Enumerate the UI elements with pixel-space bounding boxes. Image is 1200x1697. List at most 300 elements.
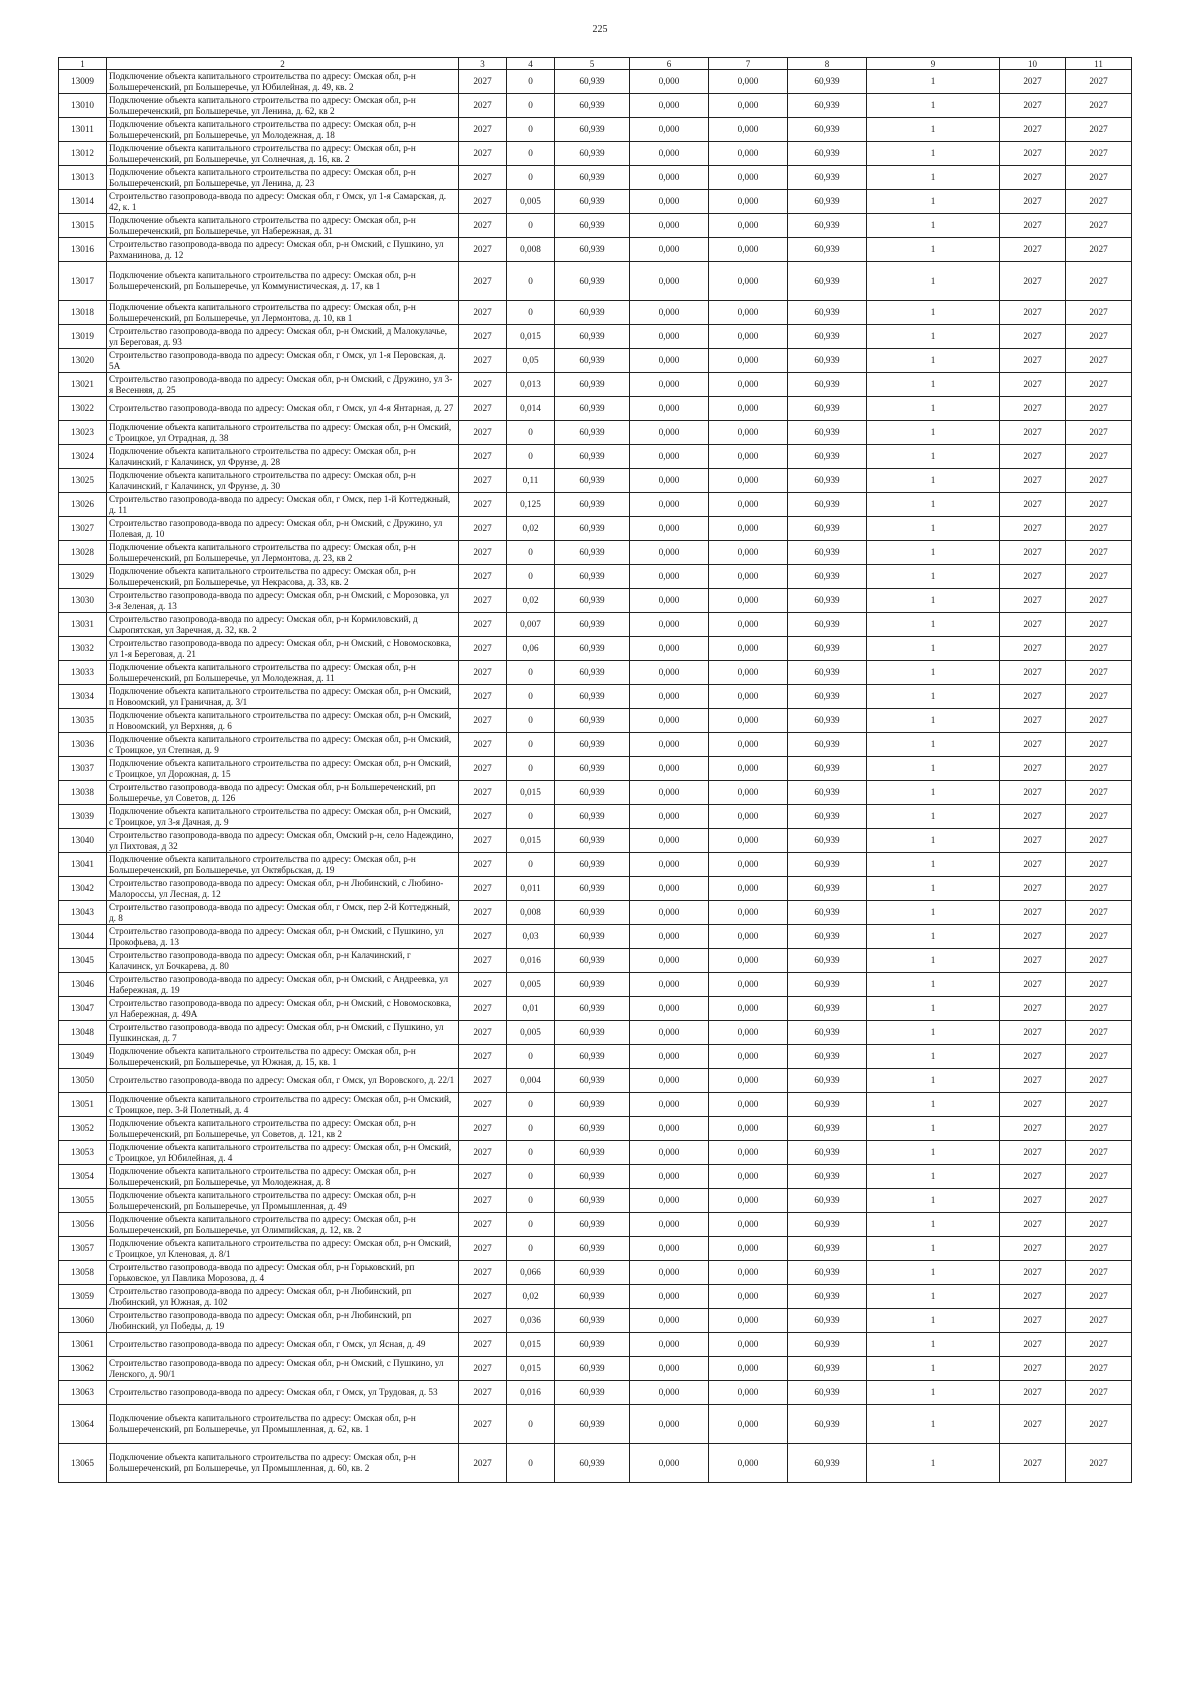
cell-col-11: 2027 [1066,1189,1132,1213]
row-number: 13017 [59,262,107,301]
cell-col-10: 2027 [1000,1261,1066,1285]
cell-col-10: 2027 [1000,94,1066,118]
row-number: 13040 [59,829,107,853]
object-description: Строительство газопровода-ввода по адресу: Омская обл, р-н Любинский, с Любино-Малороссы, ул Лесная, д. 12 [107,877,459,901]
cell-col-10: 2027 [1000,901,1066,925]
cell-col-6: 0,000 [630,349,709,373]
cell-col-9: 1 [867,805,1000,829]
row-number: 13028 [59,541,107,565]
object-description: Подключение объекта капитального строительства по адресу: Омская обл, р-н Омский, п Новоомский, ул Верхняя, д. 6 [107,709,459,733]
cell-col-8: 60,939 [788,469,867,493]
row-number: 13029 [59,565,107,589]
cell-col-8: 60,939 [788,445,867,469]
row-number: 13010 [59,94,107,118]
row-number: 13025 [59,469,107,493]
table-row [59,637,1132,661]
cell-col-9: 1 [867,1117,1000,1141]
cell-col-6: 0,000 [630,445,709,469]
column-header: 3 [459,58,507,70]
cell-col-11: 2027 [1066,493,1132,517]
cell-col-5: 60,939 [555,949,630,973]
object-description: Подключение объекта капитального строительства по адресу: Омская обл, р-н Большереченский, рп Большеречье, ул Коммунистическая, д. 17, кв 1 [107,262,459,301]
cell-col-8: 60,939 [788,973,867,997]
row-number: 13055 [59,1189,107,1213]
table-row [59,877,1132,901]
page-number: 225 [592,24,608,35]
table-row [59,541,1132,565]
row-number: 13022 [59,397,107,421]
cell-col-7: 0,000 [709,421,788,445]
cell-col-8: 60,939 [788,142,867,166]
cell-col-9: 1 [867,1213,1000,1237]
cell-col-8: 60,939 [788,901,867,925]
row-number: 13062 [59,1357,107,1381]
cell-col-11: 2027 [1066,397,1132,421]
column-header: 5 [555,58,630,70]
cell-col-7: 0,000 [709,373,788,397]
cell-col-8: 60,939 [788,1381,867,1405]
cell-col-6: 0,000 [630,1021,709,1045]
row-number: 13047 [59,997,107,1021]
table-row [59,949,1132,973]
column-header: 2 [107,58,459,70]
cell-col-7: 0,000 [709,262,788,301]
cell-col-5: 60,939 [555,373,630,397]
cell-col-9: 1 [867,589,1000,613]
object-description: Строительство газопровода-ввода по адресу: Омская обл, г Омск, ул 1-я Самарская, д. 42, к. 1 [107,190,459,214]
cell-col-6: 0,000 [630,493,709,517]
table-row [59,1165,1132,1189]
cell-col-5: 60,939 [555,325,630,349]
row-number: 13056 [59,1213,107,1237]
cell-col-11: 2027 [1066,949,1132,973]
cell-col-5: 60,939 [555,1261,630,1285]
cell-col-11: 2027 [1066,349,1132,373]
cell-col-11: 2027 [1066,613,1132,637]
cell-col-8: 60,939 [788,1093,867,1117]
cell-col-11: 2027 [1066,877,1132,901]
table-row [59,685,1132,709]
cell-col-7: 0,000 [709,925,788,949]
cell-col-8: 60,939 [788,589,867,613]
cell-col-7: 0,000 [709,1045,788,1069]
table-row [59,517,1132,541]
cell-col-8: 60,939 [788,1189,867,1213]
cell-col-5: 60,939 [555,877,630,901]
cell-col-4: 0 [507,757,555,781]
cell-col-5: 60,939 [555,70,630,94]
cell-col-5: 60,939 [555,1213,630,1237]
cell-col-10: 2027 [1000,421,1066,445]
cell-col-8: 60,939 [788,565,867,589]
table-row [59,94,1132,118]
table-row [59,238,1132,262]
cell-col-4: 0 [507,262,555,301]
cell-col-7: 0,000 [709,142,788,166]
row-number: 13030 [59,589,107,613]
cell-col-10: 2027 [1000,1309,1066,1333]
row-number: 13058 [59,1261,107,1285]
cell-col-8: 60,939 [788,421,867,445]
cell-col-3: 2027 [459,1309,507,1333]
row-number: 13021 [59,373,107,397]
cell-col-7: 0,000 [709,805,788,829]
cell-col-4: 0 [507,1045,555,1069]
row-number: 13046 [59,973,107,997]
cell-col-3: 2027 [459,214,507,238]
cell-col-9: 1 [867,493,1000,517]
cell-col-11: 2027 [1066,901,1132,925]
object-description: Подключение объекта капитального строительства по адресу: Омская обл, р-н Омский, с Троицкое, ул Кленовая, д. 8/1 [107,1237,459,1261]
cell-col-8: 60,939 [788,733,867,757]
table-row [59,325,1132,349]
object-description: Строительство газопровода-ввода по адресу: Омская обл, р-н Омский, с Дружино, ул 3-я Весенняя, д. 25 [107,373,459,397]
table-row [59,1381,1132,1405]
cell-col-7: 0,000 [709,997,788,1021]
cell-col-3: 2027 [459,142,507,166]
table-row [59,373,1132,397]
cell-col-5: 60,939 [555,1357,630,1381]
cell-col-9: 1 [867,1357,1000,1381]
cell-col-3: 2027 [459,421,507,445]
cell-col-11: 2027 [1066,589,1132,613]
cell-col-5: 60,939 [555,853,630,877]
cell-col-5: 60,939 [555,733,630,757]
cell-col-3: 2027 [459,166,507,190]
cell-col-6: 0,000 [630,1117,709,1141]
table-row [59,781,1132,805]
cell-col-6: 0,000 [630,781,709,805]
cell-col-5: 60,939 [555,517,630,541]
table-row [59,301,1132,325]
cell-col-5: 60,939 [555,757,630,781]
cell-col-10: 2027 [1000,301,1066,325]
row-number: 13057 [59,1237,107,1261]
cell-col-7: 0,000 [709,733,788,757]
object-description: Подключение объекта капитального строительства по адресу: Омская обл, р-н Большереченский, рп Большеречье, ул Октябрьская, д. 19 [107,853,459,877]
object-description: Строительство газопровода-ввода по адресу: Омская обл, р-н Омский, с Пушкино, ул Прокофьева, д. 13 [107,925,459,949]
cell-col-10: 2027 [1000,1069,1066,1093]
cell-col-9: 1 [867,166,1000,190]
object-description: Строительство газопровода-ввода по адресу: Омская обл, р-н Омский, с Пушкино, ул Рахманинова, д. 12 [107,238,459,262]
cell-col-7: 0,000 [709,301,788,325]
object-description: Подключение объекта капитального строительства по адресу: Омская обл, р-н Большереченский, рп Большеречье, ул Молодежная, д. 11 [107,661,459,685]
cell-col-6: 0,000 [630,262,709,301]
cell-col-11: 2027 [1066,709,1132,733]
cell-col-3: 2027 [459,613,507,637]
object-description: Подключение объекта капитального строительства по адресу: Омская обл, р-н Большереченский, рп Большеречье, ул Промышленная, д. 62, кв. 1 [107,1405,459,1444]
cell-col-11: 2027 [1066,925,1132,949]
table-row [59,1444,1132,1483]
cell-col-10: 2027 [1000,1165,1066,1189]
cell-col-10: 2027 [1000,142,1066,166]
cell-col-5: 60,939 [555,901,630,925]
cell-col-9: 1 [867,1141,1000,1165]
cell-col-11: 2027 [1066,190,1132,214]
cell-col-6: 0,000 [630,1093,709,1117]
cell-col-4: 0,066 [507,1261,555,1285]
cell-col-4: 0,007 [507,613,555,637]
cell-col-3: 2027 [459,685,507,709]
row-number: 13050 [59,1069,107,1093]
row-number: 13020 [59,349,107,373]
cell-col-8: 60,939 [788,1021,867,1045]
cell-col-6: 0,000 [630,757,709,781]
cell-col-11: 2027 [1066,142,1132,166]
cell-col-3: 2027 [459,1333,507,1357]
cell-col-6: 0,000 [630,925,709,949]
cell-col-3: 2027 [459,973,507,997]
cell-col-8: 60,939 [788,997,867,1021]
cell-col-5: 60,939 [555,445,630,469]
cell-col-4: 0,015 [507,325,555,349]
cell-col-6: 0,000 [630,973,709,997]
cell-col-10: 2027 [1000,517,1066,541]
cell-col-10: 2027 [1000,1021,1066,1045]
object-description: Строительство газопровода-ввода по адресу: Омская обл, р-н Любинский, рп Любинский, ул Южная, д. 102 [107,1285,459,1309]
cell-col-4: 0,02 [507,1285,555,1309]
column-header: 7 [709,58,788,70]
cell-col-8: 60,939 [788,373,867,397]
cell-col-7: 0,000 [709,1165,788,1189]
row-number: 13019 [59,325,107,349]
cell-col-10: 2027 [1000,1141,1066,1165]
cell-col-6: 0,000 [630,733,709,757]
cell-col-7: 0,000 [709,637,788,661]
cell-col-5: 60,939 [555,166,630,190]
cell-col-9: 1 [867,214,1000,238]
column-header: 11 [1066,58,1132,70]
cell-col-9: 1 [867,517,1000,541]
cell-col-3: 2027 [459,1069,507,1093]
cell-col-11: 2027 [1066,325,1132,349]
cell-col-4: 0,005 [507,190,555,214]
object-description: Подключение объекта капитального строительства по адресу: Омская обл, р-н Большереченский, рп Большеречье, ул Некрасова, д. 33, кв. 2 [107,565,459,589]
cell-col-7: 0,000 [709,949,788,973]
cell-col-8: 60,939 [788,1117,867,1141]
cell-col-11: 2027 [1066,781,1132,805]
object-description: Строительство газопровода-ввода по адресу: Омская обл, Омский р-н, село Надеждино, ул Пихтовая, д 32 [107,829,459,853]
cell-col-4: 0,014 [507,397,555,421]
cell-col-10: 2027 [1000,373,1066,397]
object-description: Подключение объекта капитального строительства по адресу: Омская обл, р-н Большереченский, рп Большеречье, ул Лермонтова, д. 10, кв 1 [107,301,459,325]
cell-col-6: 0,000 [630,1213,709,1237]
object-description: Подключение объекта капитального строительства по адресу: Омская обл, р-н Калачинский, г Калачинск, ул Фрунзе, д. 30 [107,469,459,493]
table-row [59,901,1132,925]
object-description: Строительство газопровода-ввода по адресу: Омская обл, г Омск, ул Трудовая, д. 53 [107,1381,459,1405]
cell-col-9: 1 [867,1309,1000,1333]
cell-col-11: 2027 [1066,1309,1132,1333]
table-row [59,1405,1132,1444]
cell-col-11: 2027 [1066,1069,1132,1093]
cell-col-6: 0,000 [630,1405,709,1444]
cell-col-5: 60,939 [555,1069,630,1093]
table-row [59,1213,1132,1237]
object-description: Строительство газопровода-ввода по адресу: Омская обл, р-н Омский, с Новомосковка, ул Набережная, д. 49А [107,997,459,1021]
cell-col-10: 2027 [1000,757,1066,781]
cell-col-3: 2027 [459,829,507,853]
cell-col-11: 2027 [1066,1165,1132,1189]
row-number: 13033 [59,661,107,685]
cell-col-5: 60,939 [555,781,630,805]
cell-col-5: 60,939 [555,1309,630,1333]
cell-col-6: 0,000 [630,1444,709,1483]
cell-col-11: 2027 [1066,166,1132,190]
cell-col-5: 60,939 [555,1381,630,1405]
cell-col-6: 0,000 [630,901,709,925]
cell-col-7: 0,000 [709,397,788,421]
cell-col-7: 0,000 [709,1357,788,1381]
cell-col-6: 0,000 [630,1237,709,1261]
object-description: Строительство газопровода-ввода по адресу: Омская обл, р-н Кормиловский, д Сыропятская, ул Заречная, д. 32, кв. 2 [107,613,459,637]
cell-col-9: 1 [867,1093,1000,1117]
cell-col-3: 2027 [459,301,507,325]
row-number: 13032 [59,637,107,661]
cell-col-9: 1 [867,1165,1000,1189]
row-number: 13023 [59,421,107,445]
cell-col-11: 2027 [1066,661,1132,685]
cell-col-11: 2027 [1066,445,1132,469]
cell-col-3: 2027 [459,517,507,541]
cell-col-6: 0,000 [630,421,709,445]
cell-col-3: 2027 [459,541,507,565]
cell-col-8: 60,939 [788,262,867,301]
cell-col-9: 1 [867,829,1000,853]
cell-col-6: 0,000 [630,397,709,421]
cell-col-10: 2027 [1000,118,1066,142]
row-number: 13042 [59,877,107,901]
cell-col-7: 0,000 [709,1141,788,1165]
table-row [59,421,1132,445]
cell-col-10: 2027 [1000,925,1066,949]
object-description: Подключение объекта капитального строительства по адресу: Омская обл, р-н Большереченский, рп Большеречье, ул Промышленная, д. 60, кв. 2 [107,1444,459,1483]
object-description: Подключение объекта капитального строительства по адресу: Омская обл, р-н Омский, с Троицкое, ул 3-я Дачная, д. 9 [107,805,459,829]
column-header: 8 [788,58,867,70]
cell-col-5: 60,939 [555,142,630,166]
cell-col-4: 0,005 [507,1021,555,1045]
cell-col-6: 0,000 [630,301,709,325]
cell-col-7: 0,000 [709,565,788,589]
cell-col-3: 2027 [459,901,507,925]
cell-col-3: 2027 [459,70,507,94]
cell-col-4: 0 [507,709,555,733]
object-description: Строительство газопровода-ввода по адресу: Омская обл, г Омск, пер 2-й Коттеджный, д. 8 [107,901,459,925]
cell-col-9: 1 [867,190,1000,214]
cell-col-3: 2027 [459,1021,507,1045]
cell-col-6: 0,000 [630,238,709,262]
cell-col-4: 0 [507,1237,555,1261]
cell-col-3: 2027 [459,949,507,973]
cell-col-9: 1 [867,1045,1000,1069]
cell-col-6: 0,000 [630,118,709,142]
cell-col-5: 60,939 [555,709,630,733]
cell-col-7: 0,000 [709,325,788,349]
cell-col-7: 0,000 [709,166,788,190]
cell-col-4: 0,05 [507,349,555,373]
cell-col-7: 0,000 [709,709,788,733]
table-row [59,214,1132,238]
cell-col-11: 2027 [1066,1141,1132,1165]
cell-col-10: 2027 [1000,565,1066,589]
cell-col-8: 60,939 [788,166,867,190]
object-description: Строительство газопровода-ввода по адресу: Омская обл, р-н Омский, с Пушкино, ул Ленского, д. 90/1 [107,1357,459,1381]
cell-col-5: 60,939 [555,397,630,421]
row-number: 13041 [59,853,107,877]
column-header: 1 [59,58,107,70]
object-description: Подключение объекта капитального строительства по адресу: Омская обл, р-н Большереченский, рп Большеречье, ул Молодежная, д. 18 [107,118,459,142]
cell-col-4: 0 [507,70,555,94]
cell-col-4: 0,011 [507,877,555,901]
cell-col-10: 2027 [1000,349,1066,373]
cell-col-4: 0,06 [507,637,555,661]
cell-col-6: 0,000 [630,325,709,349]
cell-col-11: 2027 [1066,1093,1132,1117]
cell-col-3: 2027 [459,445,507,469]
cell-col-7: 0,000 [709,901,788,925]
cell-col-3: 2027 [459,637,507,661]
cell-col-6: 0,000 [630,94,709,118]
cell-col-8: 60,939 [788,757,867,781]
cell-col-6: 0,000 [630,1141,709,1165]
cell-col-8: 60,939 [788,805,867,829]
object-description: Строительство газопровода-ввода по адресу: Омская обл, р-н Омский, с Дружино, ул Полевая, д. 10 [107,517,459,541]
cell-col-8: 60,939 [788,541,867,565]
cell-col-5: 60,939 [555,421,630,445]
cell-col-11: 2027 [1066,1261,1132,1285]
cell-col-8: 60,939 [788,1309,867,1333]
cell-col-3: 2027 [459,565,507,589]
cell-col-8: 60,939 [788,1045,867,1069]
cell-col-5: 60,939 [555,565,630,589]
column-header: 4 [507,58,555,70]
object-description: Подключение объекта капитального строительства по адресу: Омская обл, р-н Калачинский, г Калачинск, ул Фрунзе, д. 28 [107,445,459,469]
cell-col-8: 60,939 [788,94,867,118]
cell-col-11: 2027 [1066,685,1132,709]
object-description: Строительство газопровода-ввода по адресу: Омская обл, г Омск, ул 1-я Перовская, д. 5А [107,349,459,373]
cell-col-8: 60,939 [788,637,867,661]
table-row [59,1021,1132,1045]
cell-col-5: 60,939 [555,613,630,637]
cell-col-8: 60,939 [788,493,867,517]
cell-col-7: 0,000 [709,973,788,997]
table-row [59,1333,1132,1357]
cell-col-10: 2027 [1000,781,1066,805]
cell-col-7: 0,000 [709,1189,788,1213]
object-description: Строительство газопровода-ввода по адресу: Омская обл, г Омск, ул Ясная, д. 49 [107,1333,459,1357]
row-number: 13013 [59,166,107,190]
row-number: 13049 [59,1045,107,1069]
cell-col-5: 60,939 [555,685,630,709]
cell-col-10: 2027 [1000,661,1066,685]
cell-col-9: 1 [867,94,1000,118]
cell-col-11: 2027 [1066,637,1132,661]
row-number: 13027 [59,517,107,541]
cell-col-4: 0 [507,1213,555,1237]
cell-col-7: 0,000 [709,781,788,805]
cell-col-7: 0,000 [709,1261,788,1285]
cell-col-4: 0 [507,1093,555,1117]
cell-col-8: 60,939 [788,877,867,901]
cell-col-7: 0,000 [709,214,788,238]
cell-col-9: 1 [867,238,1000,262]
cell-col-7: 0,000 [709,589,788,613]
cell-col-9: 1 [867,901,1000,925]
cell-col-8: 60,939 [788,853,867,877]
cell-col-7: 0,000 [709,94,788,118]
cell-col-7: 0,000 [709,685,788,709]
cell-col-3: 2027 [459,589,507,613]
cell-col-11: 2027 [1066,973,1132,997]
